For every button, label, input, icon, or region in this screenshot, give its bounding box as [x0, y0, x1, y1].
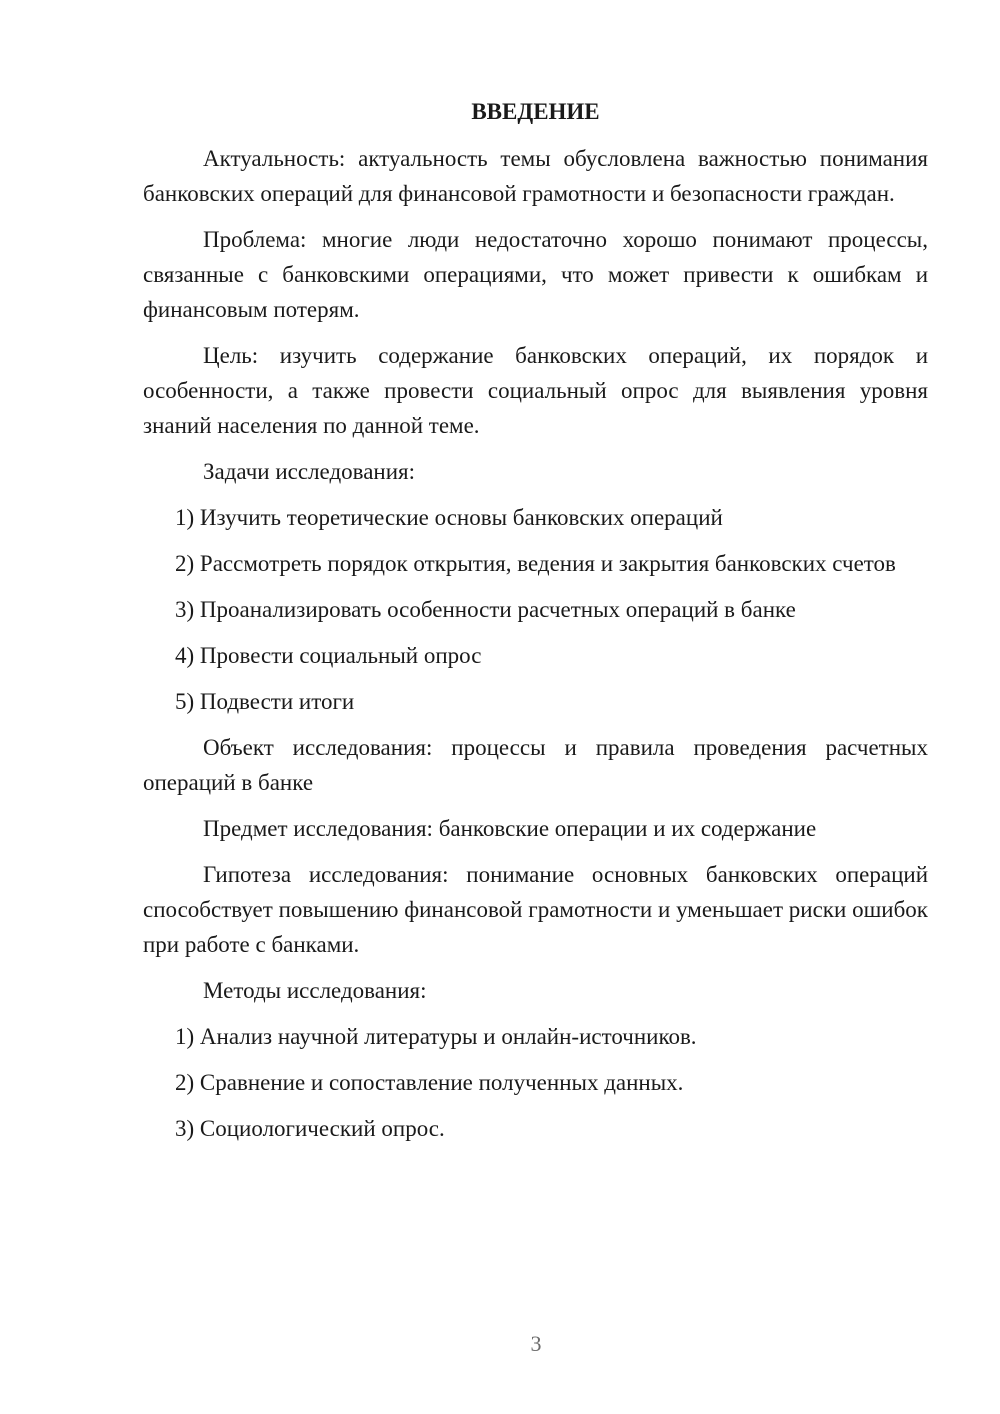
- list-item-task-3: 3) Проанализировать особенности расчетных операций в банке: [175, 597, 796, 622]
- list-item-method-2: 2) Сравнение и сопоставление полученных данных.: [175, 1070, 684, 1095]
- list-item-task-2: 2) Рассмотреть порядок открытия, ведения и закрытия банковских счетов: [175, 551, 896, 576]
- list-item-task-5: 5) Подвести итоги: [175, 689, 355, 714]
- paragraph-hypothesis: Гипотеза исследования: понимание основных банковских операций способствует повышению финансовой грамотности и уменьшает риски ошибок при работе с банками.: [143, 862, 928, 957]
- paragraph-relevance: Актуальность: актуальность темы обусловлена важностью понимания банковских операций для финансовой грамотности и безопасности граждан.: [143, 146, 928, 206]
- paragraph-subject: Предмет исследования: банковские операции и их содержание: [203, 816, 817, 841]
- paragraph-problem: Проблема: многие люди недостаточно хорошо понимают процессы, связанные с банковскими операциями, что может привести к ошибкам и финансовым потерям.: [143, 227, 928, 322]
- list-item-task-1: 1) Изучить теоретические основы банковских операций: [175, 505, 723, 530]
- paragraph-object: Объект исследования: процессы и правила проведения расчетных операций в банке: [143, 735, 928, 795]
- document-body: [143, 94, 928, 1157]
- paragraph-tasks-title: Задачи исследования:: [203, 459, 416, 484]
- section-heading: ВВЕДЕНИЕ: [471, 99, 600, 124]
- list-item-method-1: 1) Анализ научной литературы и онлайн-источников.: [175, 1024, 697, 1049]
- list-item-task-4: 4) Провести социальный опрос: [175, 643, 482, 668]
- list-item-method-3: 3) Социологический опрос.: [175, 1116, 445, 1141]
- page-number: 3: [530, 1331, 542, 1356]
- paragraph-goal: Цель: изучить содержание банковских операций, их порядок и особенности, а также провести социальный опрос для выявления уровня знаний населения по данной теме.: [143, 343, 928, 438]
- paragraph-methods-title: Методы исследования:: [203, 978, 427, 1003]
